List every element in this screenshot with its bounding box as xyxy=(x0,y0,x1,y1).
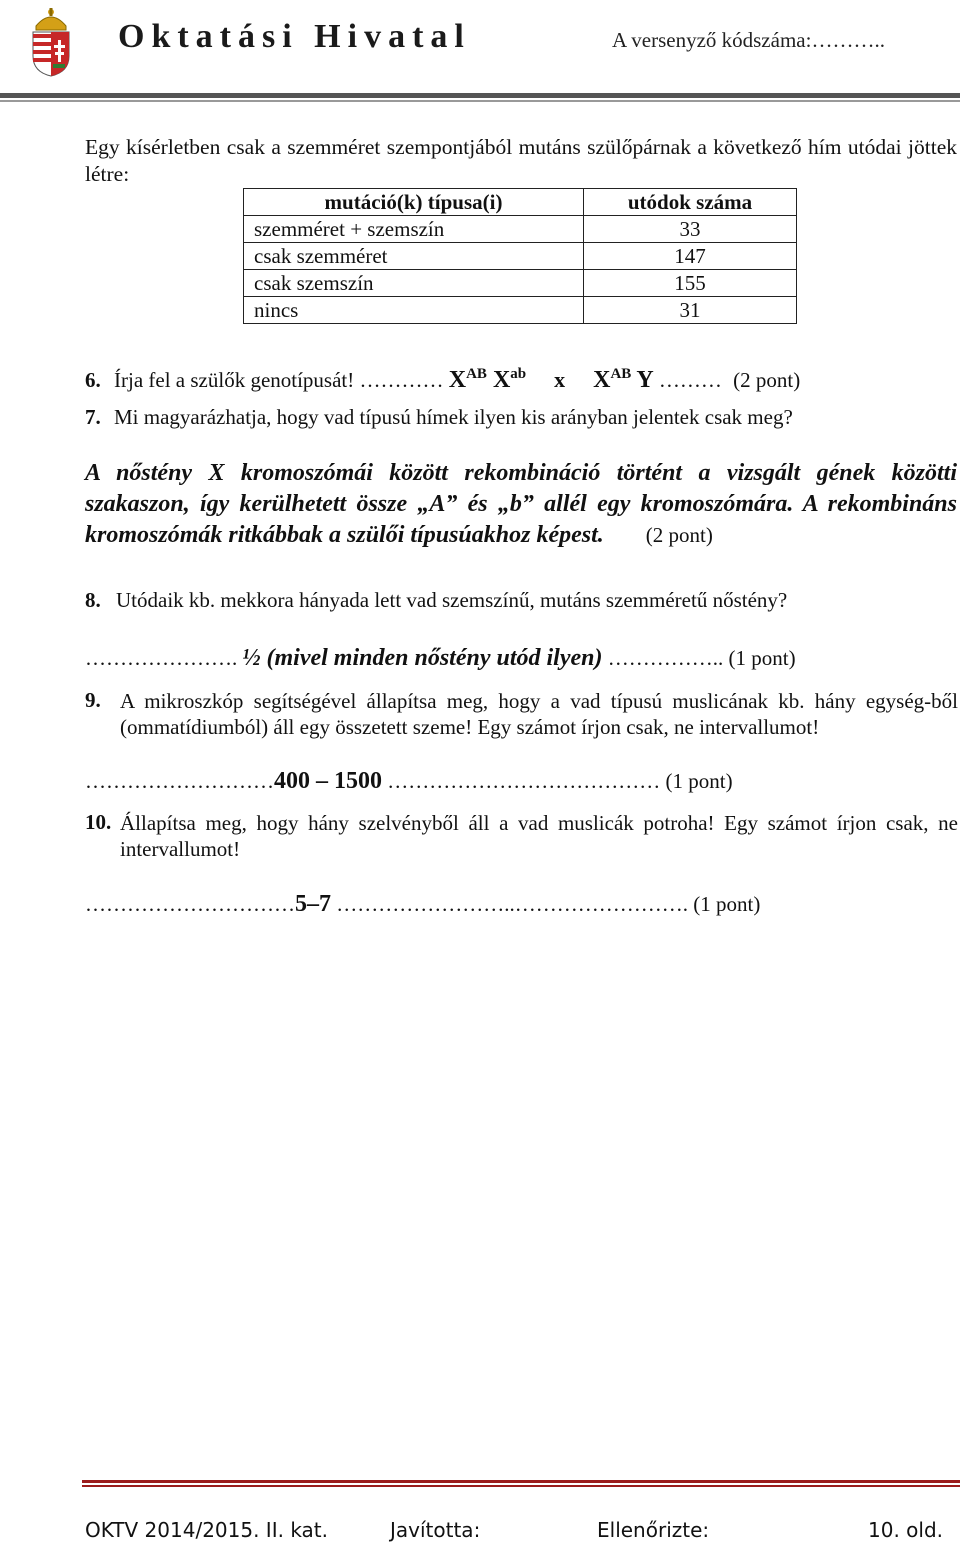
question-text: Írja fel a szülők genotípusát! xyxy=(114,368,355,392)
cell-count: 147 xyxy=(584,243,797,270)
table-header-row xyxy=(244,189,797,216)
answer-dots: ……………………… xyxy=(85,769,274,793)
answer-text: A nőstény X kromoszómái között rekombináció történt a vizsgált gének közötti szakaszon, így kerülhetett össze „A” és „b” allél egy kromoszómára. A rekombináns kromoszómák ritkábbak a szülői típusúakhoz képest. xyxy=(85,460,957,548)
points: (2 pont) xyxy=(645,523,713,547)
cell-mutation: csak szemméret xyxy=(244,243,584,270)
header-rule-thin xyxy=(0,100,960,102)
table-row xyxy=(244,243,797,270)
question-text: Mi magyarázhatja, hogy vad típusú hímek ilyen kis arányban jelentek csak meg? xyxy=(114,405,793,429)
table-row xyxy=(244,297,797,324)
points: (1 pont) xyxy=(693,892,761,916)
answer-7 xyxy=(85,458,957,551)
question-9-text: A mikroszkóp segítségével állapítsa meg, hogy a vad típusú muslicának kb. hány egység-ből (ommatídiumból) áll egy összetett szeme! Egy számot írjon csak, ne intervallumot! xyxy=(120,689,958,739)
mutation-table xyxy=(243,188,797,324)
answer-dots: ………………………………… xyxy=(382,769,661,793)
cell-count: 31 xyxy=(584,297,797,324)
col-header-offspring: utódok száma xyxy=(584,189,797,216)
answer-dots: ………………………… xyxy=(85,892,295,916)
header-rule xyxy=(0,93,960,98)
genotype-answer: $X^{AB}$ $X^{ab}$ x $X^{AB}$ Y xyxy=(448,366,653,393)
answer-9-line xyxy=(85,768,733,795)
question-number: 7. xyxy=(85,405,101,429)
answer-8-line xyxy=(85,645,796,672)
contestant-code-label: A versenyző kódszáma:……….. xyxy=(612,28,885,52)
answer-text: 400 – 1500 xyxy=(274,768,382,794)
question-6 xyxy=(85,366,800,394)
col-header-mutation: mutáció(k) típusa(i) xyxy=(244,189,584,216)
answer-dots: …………….. xyxy=(607,646,724,670)
cell-mutation: szemméret + szemszín xyxy=(244,216,584,243)
intro-text: Egy kísérletben csak a szemméret szempontjából mutáns szülőpárnak a következő hím utódai jöttek létre: xyxy=(85,135,957,186)
points: (1 pont) xyxy=(665,769,733,793)
footer-checked-label: Ellenőrizte: xyxy=(597,1518,710,1542)
footer-exam-label: OKTV 2014/2015. II. kat. xyxy=(85,1518,329,1542)
points: (1 pont) xyxy=(728,646,796,670)
answer-text: ½ (mivel minden nőstény utód ilyen) xyxy=(242,645,603,671)
table-row xyxy=(244,270,797,297)
points: (2 pont) xyxy=(733,368,801,392)
question-7 xyxy=(85,405,793,430)
answer-10-line xyxy=(85,891,760,918)
cell-count: 155 xyxy=(584,270,797,297)
answer-dots: ……… xyxy=(658,368,722,392)
question-number: 8. xyxy=(85,588,101,612)
question-10-number: 10. xyxy=(85,810,112,834)
answer-dots: ……………………..……………………. xyxy=(331,892,688,916)
answer-dots: …………………. xyxy=(85,646,243,670)
cell-mutation: nincs xyxy=(244,297,584,324)
answer-text: 5–7 xyxy=(295,891,331,917)
question-number: 6. xyxy=(85,368,101,392)
question-text: Utódaik kb. mekkora hányada lett vad szemszínű, mutáns szemméretű nőstény? xyxy=(116,588,788,612)
org-title: Oktatási Hivatal xyxy=(118,18,471,55)
footer-page-number: 10. old. xyxy=(868,1518,944,1542)
question-10-text: Állapítsa meg, hogy hány szelvényből áll a vad muslicák potroha! Egy számot írjon csak, ne intervallumot! xyxy=(120,811,958,861)
table-row xyxy=(244,216,797,243)
question-9-number: 9. xyxy=(85,688,101,712)
footer-rule xyxy=(82,1480,960,1483)
cell-mutation: csak szemszín xyxy=(244,270,584,297)
answer-dots: ………… xyxy=(359,368,449,392)
question-8 xyxy=(85,588,787,613)
cell-count: 33 xyxy=(584,216,797,243)
footer-rule-thin xyxy=(82,1485,960,1487)
footer-corrected-label: Javította: xyxy=(390,1518,481,1542)
coat-of-arms-logo xyxy=(28,6,74,78)
